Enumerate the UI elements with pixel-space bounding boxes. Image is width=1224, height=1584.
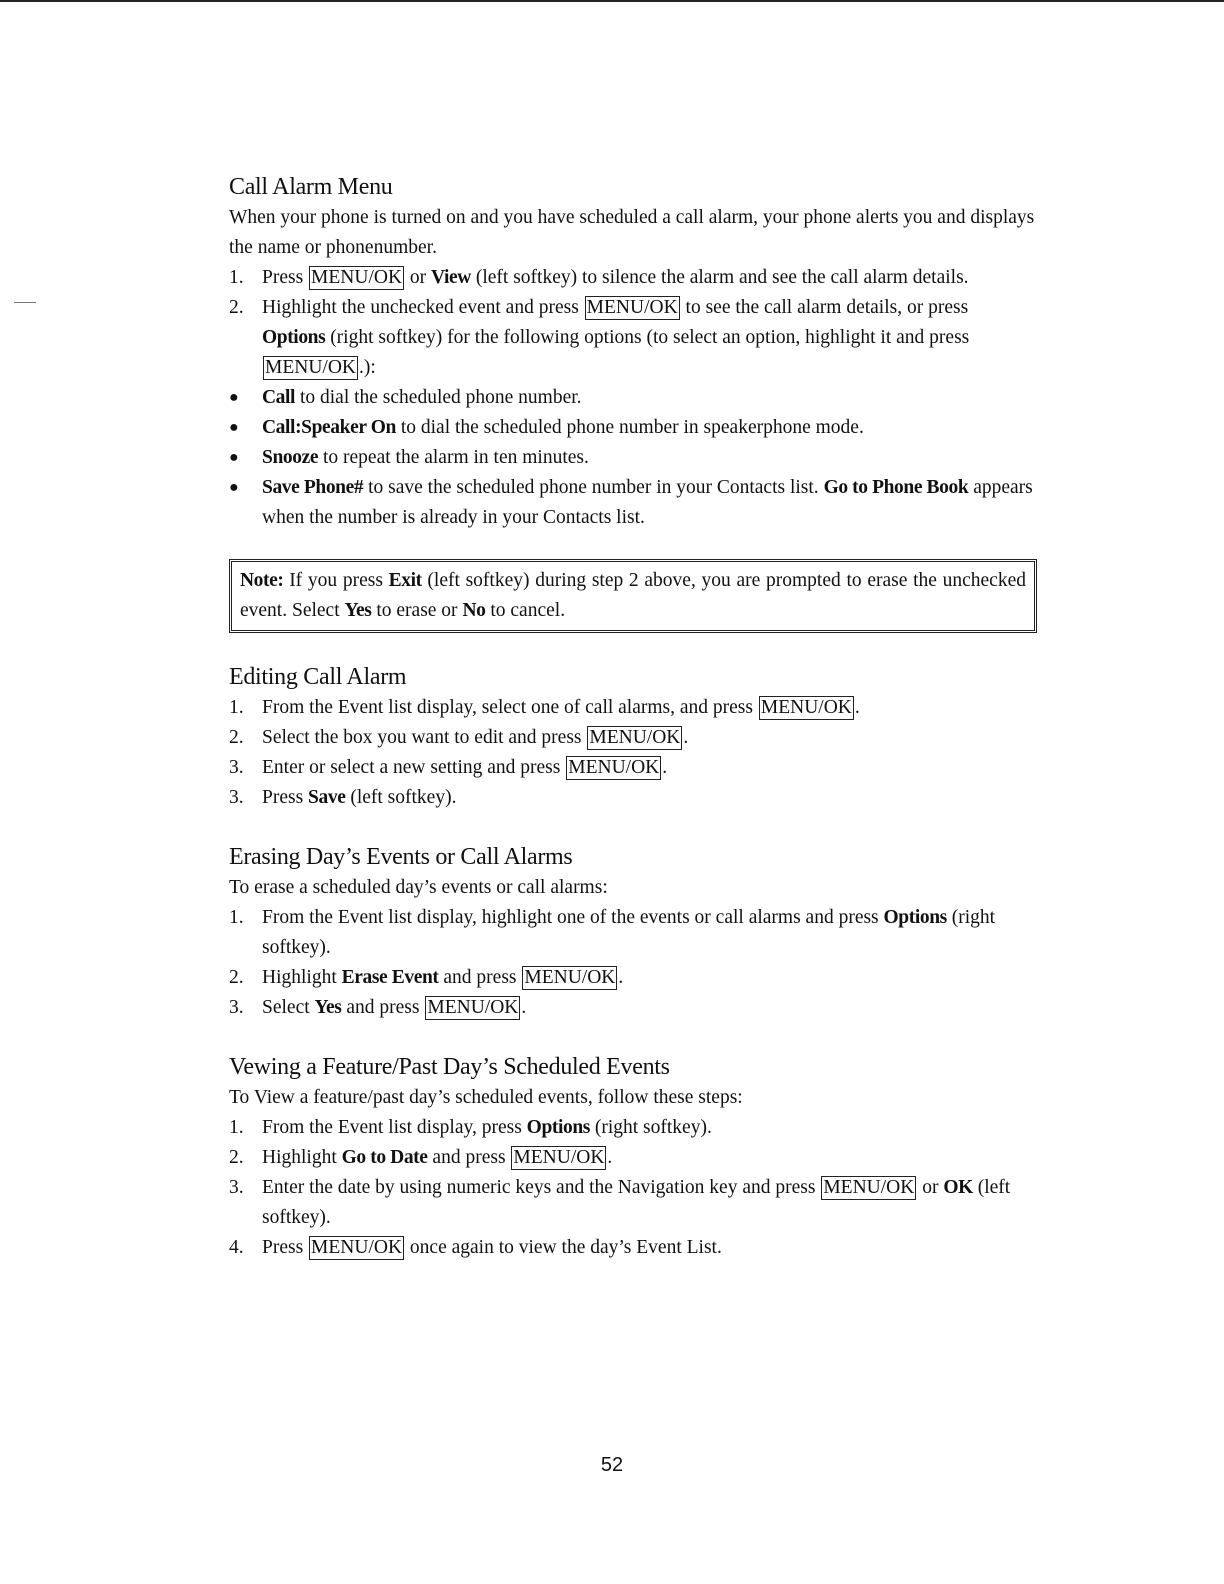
text-run: . — [683, 727, 689, 748]
menu-ok-key: MENU/OK — [586, 297, 678, 318]
menu-ok-key: MENU/OK — [311, 1237, 403, 1258]
section-editing-call-alarm — [229, 661, 1035, 813]
step-item — [229, 1233, 1035, 1263]
step-text — [262, 1117, 712, 1138]
text-run: From the Event list display, press — [262, 1117, 527, 1138]
text-run: once again to view the day’s Event List. — [405, 1237, 722, 1258]
step-number: 1. — [229, 267, 244, 288]
bold-term: Call:Speaker On — [262, 417, 396, 438]
note-box — [229, 559, 1037, 633]
text-run: (left softkey). — [262, 1177, 1011, 1228]
spacer — [229, 1023, 1035, 1051]
step-item — [229, 263, 1035, 293]
text-run: Highlight the unchecked event and press — [262, 297, 584, 318]
text-run: Press — [262, 787, 309, 808]
step-number: 1. — [229, 697, 244, 718]
text-run: Highlight — [262, 967, 342, 988]
bold-term: Call — [262, 387, 296, 408]
text-run: Enter or select a new setting and press — [262, 757, 566, 778]
bullet-icon: ● — [229, 479, 239, 496]
step-number: 4. — [229, 1237, 244, 1258]
step-number: 2. — [229, 967, 244, 988]
text-run: (left softkey) to silence the alarm and see the call alarm details. — [470, 267, 969, 288]
bullet-icon: ● — [229, 449, 239, 466]
bold-term: View — [431, 267, 471, 288]
text-run: and press — [438, 967, 522, 988]
menu-ok-key: MENU/OK — [513, 1147, 605, 1168]
manual-page — [229, 171, 1035, 1263]
text-run: to dial the scheduled phone number in speakerphone mode. — [395, 417, 864, 438]
menu-ok-key: MENU/OK — [568, 757, 660, 778]
menu-ok-key: MENU/OK — [524, 967, 616, 988]
text-run: . — [662, 757, 668, 778]
top-rule — [0, 0, 1224, 2]
step-number: 3. — [229, 1177, 244, 1198]
step-item — [229, 293, 1035, 383]
text-run: Select the box you want to edit and press — [262, 727, 587, 748]
step-item — [229, 993, 1035, 1023]
section-viewing-events — [229, 1051, 1035, 1263]
spacer — [229, 813, 1035, 841]
option-bullet — [229, 383, 1035, 413]
bold-term: Go to Phone Book — [823, 477, 969, 498]
bold-term: Save — [308, 787, 346, 808]
step-item — [229, 783, 1035, 813]
step-text — [262, 757, 667, 778]
step-number: 3. — [229, 757, 244, 778]
step-text — [262, 1237, 722, 1258]
text-run: Press — [262, 1237, 309, 1258]
option-bullet — [229, 473, 1035, 533]
section-title: Erasing Day’s Events or Call Alarms — [229, 844, 573, 870]
section-title: Vewing a Feature/Past Day’s Scheduled Events — [229, 1054, 670, 1080]
section-title: Editing Call Alarm — [229, 664, 407, 690]
text-run: (right softkey). — [262, 907, 996, 958]
bold-term: Options — [883, 907, 947, 928]
text-run: to repeat the alarm in ten minutes. — [318, 447, 589, 468]
step-number: 1. — [229, 907, 244, 928]
text-run: to cancel. — [485, 600, 566, 621]
step-item — [229, 1113, 1035, 1143]
text-run: Enter the date by using numeric keys and the Navigation key and press — [262, 1177, 821, 1198]
intro-text: To View a feature/past day’s scheduled events, follow these steps: — [229, 1087, 743, 1108]
bullet-text — [262, 417, 864, 438]
text-run: (left softkey) during step 2 above, you are prompted to erase the unchecked event. Select — [240, 570, 1026, 621]
bullet-icon: ● — [229, 389, 239, 406]
text-run: or — [917, 1177, 944, 1198]
bullet-icon: ● — [229, 419, 239, 436]
option-bullet — [229, 443, 1035, 473]
bold-term: Options — [526, 1117, 590, 1138]
bold-term: Yes — [344, 600, 372, 621]
option-bullet — [229, 413, 1035, 443]
section-erasing-events — [229, 841, 1035, 1023]
text-run: From the Event list display, select one of call alarms, and press — [262, 697, 758, 718]
text-run: . — [618, 967, 624, 988]
text-run: Highlight — [262, 1147, 342, 1168]
section-call-alarm-menu — [229, 171, 1035, 633]
section-title: Call Alarm Menu — [229, 174, 393, 200]
bullet-text — [262, 477, 1033, 528]
step-text — [262, 1177, 1010, 1228]
text-run: From the Event list display, highlight one of the events or call alarms and press — [262, 907, 884, 928]
text-run: to dial the scheduled phone number. — [295, 387, 582, 408]
bold-term: Go to Date — [341, 1147, 428, 1168]
step-text — [262, 697, 860, 718]
text-run: (left softkey). — [345, 787, 457, 808]
menu-ok-key: MENU/OK — [311, 267, 403, 288]
step-item — [229, 693, 1035, 723]
step-item — [229, 963, 1035, 993]
bold-term: Snooze — [262, 447, 319, 468]
step-text — [262, 1147, 612, 1168]
text-run: to erase or — [371, 600, 463, 621]
menu-ok-key: MENU/OK — [265, 357, 356, 378]
intro-text: When your phone is turned on and you have scheduled a call alarm, your phone alerts you and displays the name or phonenumber. — [229, 207, 1035, 258]
text-run: to save the scheduled phone number in your Contacts list. — [363, 477, 824, 498]
bold-term: No — [462, 600, 486, 621]
menu-ok-key: MENU/OK — [760, 697, 852, 718]
text-run: Press — [262, 267, 309, 288]
text-run: or — [405, 267, 432, 288]
spacer — [229, 633, 1035, 661]
bullet-text — [262, 447, 589, 468]
step-text — [262, 997, 526, 1018]
note-label: Note: — [240, 570, 284, 591]
step-number: 2. — [229, 297, 244, 318]
step-number: 2. — [229, 727, 244, 748]
step-item — [229, 723, 1035, 753]
bold-term: OK — [943, 1177, 973, 1198]
text-run: and press — [341, 997, 425, 1018]
text-run: . — [607, 1147, 613, 1168]
intro-text: To erase a scheduled day’s events or call alarms: — [229, 877, 608, 898]
step-text — [262, 787, 456, 808]
step-item — [229, 903, 1035, 963]
bold-term: Exit — [388, 570, 422, 591]
text-run: . — [854, 697, 860, 718]
step-text — [262, 907, 995, 958]
menu-ok-key: MENU/OK — [823, 1177, 915, 1198]
step-number: 3. — [229, 997, 244, 1018]
step-item — [229, 753, 1035, 783]
step-text — [262, 967, 623, 988]
text-run: Select — [262, 997, 315, 1018]
bold-term: Save Phone# — [262, 477, 364, 498]
menu-ok-key: MENU/OK — [427, 997, 519, 1018]
text-run: If you press — [283, 570, 389, 591]
text-run: (right softkey) for the following options (to select an option, highlight it and press — [325, 327, 970, 348]
bold-term: Yes — [314, 997, 342, 1018]
step-item — [229, 1143, 1035, 1173]
step-item — [229, 1173, 1035, 1233]
step-number: 2. — [229, 1147, 244, 1168]
step-text — [262, 267, 969, 288]
text-run: . — [521, 997, 527, 1018]
bold-term: Options — [262, 327, 326, 348]
text-run: and press — [427, 1147, 511, 1168]
text-run: .): — [359, 357, 376, 378]
bold-term: Erase Event — [341, 967, 439, 988]
step-text — [262, 297, 969, 378]
menu-ok-key: MENU/OK — [589, 727, 681, 748]
step-number: 1. — [229, 1117, 244, 1138]
page-number: 52 — [600, 1454, 624, 1476]
margin-mark — [14, 302, 36, 303]
text-run: to see the call alarm details, or press — [680, 297, 969, 318]
bullet-text — [262, 387, 582, 408]
text-run: (right softkey). — [589, 1117, 712, 1138]
step-text — [262, 727, 688, 748]
text-run: appears when the number is already in your Contacts list. — [262, 477, 1033, 528]
step-number: 3. — [229, 787, 244, 808]
